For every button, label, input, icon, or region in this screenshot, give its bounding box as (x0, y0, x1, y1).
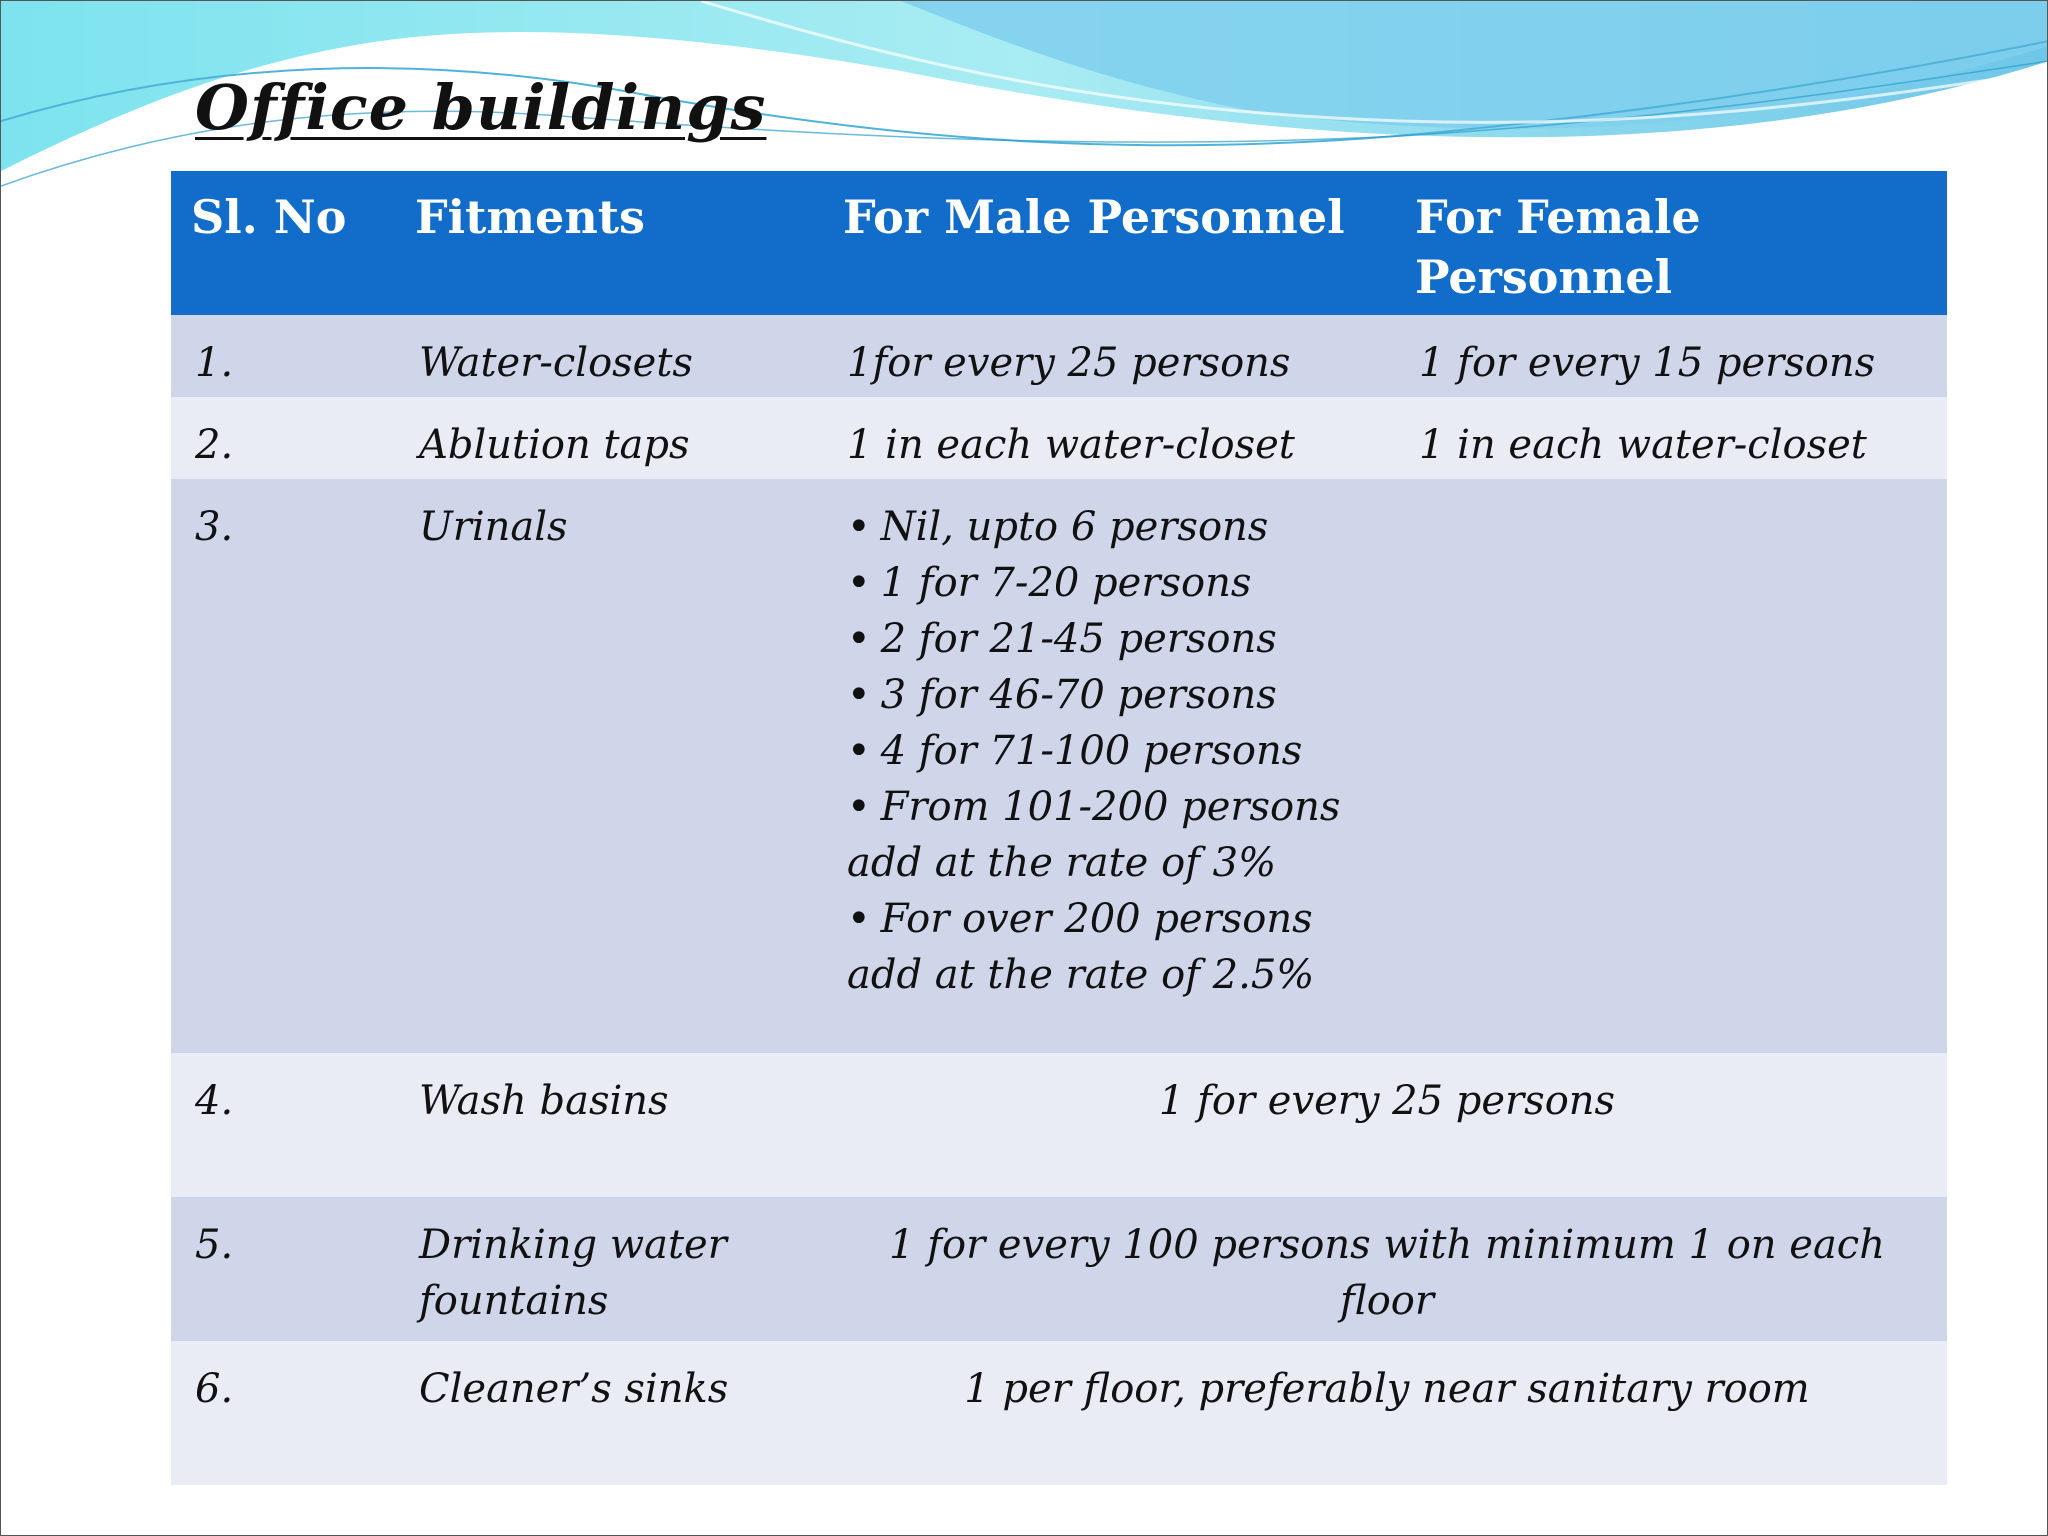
list-item: • 1 for 7-20 persons (847, 555, 1375, 611)
row-number: 3. (171, 479, 395, 1053)
row-number: 1. (171, 315, 395, 397)
fitment-name: Drinking water fountains (395, 1197, 823, 1341)
female-requirement (1395, 479, 1947, 1053)
list-item: • Nil, upto 6 persons (847, 499, 1375, 555)
fitment-name: Wash basins (395, 1053, 823, 1197)
list-item: • 4 for 71-100 persons (847, 723, 1375, 779)
table-row (171, 479, 1947, 1053)
female-requirement: 1 in each water-closet (1395, 397, 1947, 479)
list-item: • From 101-200 persons add at the rate of 3% (847, 779, 1375, 891)
male-requirement: 1 in each water-closet (823, 397, 1395, 479)
header-fitments: Fitments (395, 171, 823, 315)
header-sl-no: Sl. No (171, 171, 395, 315)
row-number: 2. (171, 397, 395, 479)
fitment-name: Cleaner’s sinks (395, 1341, 823, 1485)
row-number: 5. (171, 1197, 395, 1341)
page-title: Office buildings (195, 71, 767, 144)
list-item: • 3 for 46-70 persons (847, 667, 1375, 723)
table-row (171, 1053, 1947, 1197)
table-row (171, 1197, 1947, 1341)
male-requirement-list (823, 479, 1395, 1053)
header-female-personnel: For Female Personnel (1395, 171, 1947, 315)
shared-requirement: 1 for every 25 persons (823, 1053, 1947, 1197)
fitments-table (171, 171, 1947, 1485)
list-item: • For over 200 persons add at the rate of 2.5% (847, 891, 1375, 1003)
shared-requirement: 1 for every 100 persons with minimum 1 on each floor (823, 1197, 1947, 1341)
fitment-name: Urinals (395, 479, 823, 1053)
table-header-row (171, 171, 1947, 315)
table-row (171, 397, 1947, 479)
list-item: • 2 for 21-45 persons (847, 611, 1375, 667)
shared-requirement: 1 per floor, preferably near sanitary room (823, 1341, 1947, 1485)
table-row (171, 1341, 1947, 1485)
fitment-name: Water-closets (395, 315, 823, 397)
female-requirement: 1 for every 15 persons (1395, 315, 1947, 397)
row-number: 6. (171, 1341, 395, 1485)
header-male-personnel: For Male Personnel (823, 171, 1395, 315)
row-number: 4. (171, 1053, 395, 1197)
fitment-name: Ablution taps (395, 397, 823, 479)
table-row (171, 315, 1947, 397)
male-requirement: 1for every 25 persons (823, 315, 1395, 397)
